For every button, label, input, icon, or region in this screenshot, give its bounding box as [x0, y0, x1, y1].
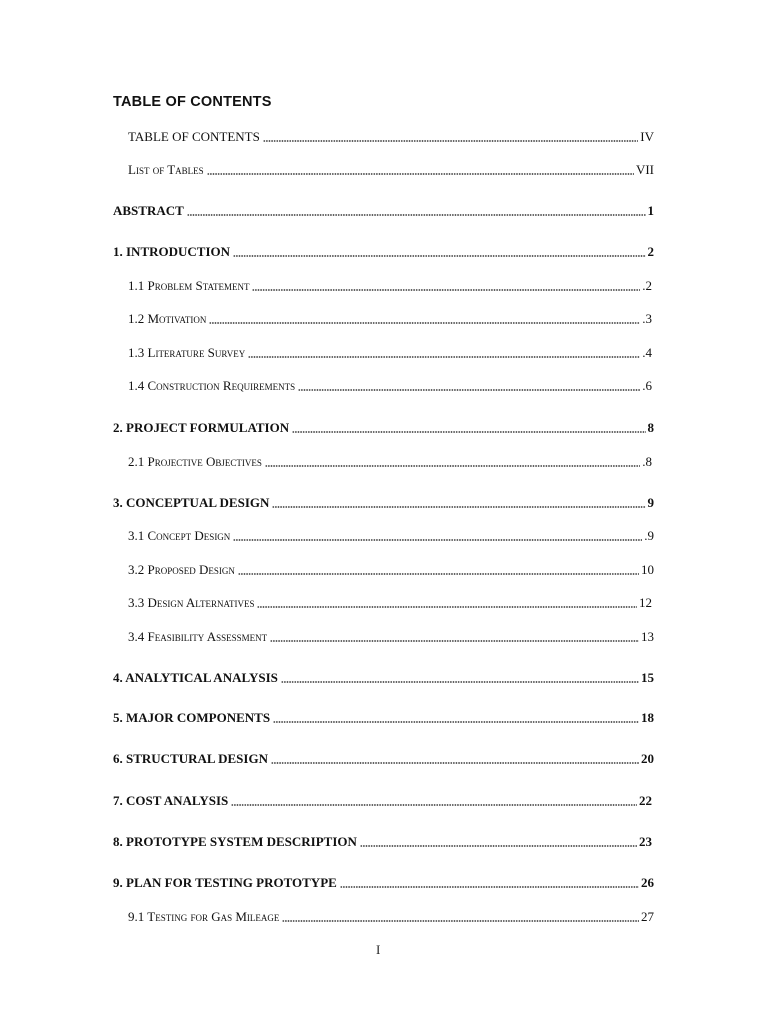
dot-leader — [281, 680, 639, 684]
dot-leader — [273, 720, 639, 724]
toc-entry-page: 27 — [641, 909, 654, 924]
toc-entry-page: .8 — [642, 454, 652, 469]
toc-entry-page: 13 — [641, 629, 654, 644]
dot-leader — [272, 505, 645, 509]
toc-entry[interactable] — [128, 907, 654, 927]
toc-entry-label: 1.1 Problem Statement — [128, 278, 250, 293]
toc-entry[interactable] — [113, 242, 654, 262]
toc-entry-label: 4. ANALYTICAL ANALYSIS — [113, 670, 278, 685]
toc-entry-page: .3 — [642, 311, 652, 326]
toc-entry[interactable] — [113, 668, 654, 688]
toc-entry-label: 1. INTRODUCTION — [113, 244, 231, 259]
dot-leader — [233, 538, 642, 542]
toc-entry-label: 6. STRUCTURAL DESIGN — [113, 751, 268, 766]
toc-entry-label: List of Tables — [128, 162, 204, 177]
toc-entry-label: TABLE OF CONTENTS — [128, 129, 260, 144]
toc-entry-page: .4 — [642, 345, 652, 360]
dot-leader — [340, 885, 639, 889]
toc-entry-page: .9 — [644, 528, 654, 543]
dot-leader — [209, 321, 640, 325]
toc-entry[interactable] — [128, 627, 654, 647]
toc-entry-label: 2.1 Projective Objectives — [128, 454, 262, 469]
toc-entry-page: 20 — [641, 751, 654, 766]
toc-entry[interactable] — [128, 376, 652, 396]
toc-entry-page: 18 — [641, 710, 654, 725]
dot-leader — [257, 605, 637, 609]
toc-entry[interactable] — [128, 160, 654, 180]
toc-entry[interactable] — [128, 526, 654, 546]
toc-entry-label: 3.4 Feasibility Assessment — [128, 629, 268, 644]
toc-entry[interactable] — [128, 276, 652, 296]
toc-entry-page: IV — [640, 129, 654, 144]
toc-entry[interactable] — [113, 749, 654, 769]
dot-leader — [271, 761, 639, 765]
toc-entry-page: .6 — [642, 378, 652, 393]
toc-entry[interactable] — [113, 493, 654, 513]
toc-entry-label: 1.2 Motivation — [128, 311, 207, 326]
toc-entry[interactable] — [128, 127, 654, 147]
toc-entry-label: 1.3 Literature Survey — [128, 345, 246, 360]
toc-entry-page: 22 — [639, 793, 652, 808]
toc-entry-page: 26 — [641, 875, 654, 890]
dot-leader — [233, 254, 645, 258]
toc-entry[interactable] — [128, 309, 652, 329]
toc-entry-label: 2. PROJECT FORMULATION — [113, 420, 290, 435]
toc-entry[interactable] — [113, 201, 654, 221]
toc-entry-label: 7. COST ANALYSIS — [113, 793, 229, 808]
toc-entry[interactable] — [113, 832, 652, 852]
dot-leader — [282, 919, 639, 923]
toc-entry-page: VII — [635, 162, 654, 177]
page-number: I — [376, 942, 381, 957]
dot-leader — [238, 572, 639, 576]
dot-leader — [292, 430, 645, 434]
dot-leader — [187, 213, 646, 217]
toc-title: TABLE OF CONTENTS — [113, 94, 272, 110]
toc-entry-page: 23 — [639, 834, 652, 849]
toc-entry-label: 3.2 Proposed Design — [128, 562, 235, 577]
toc-entry-page: 9 — [647, 495, 654, 510]
toc-entry-label: ABSTRACT — [113, 203, 184, 218]
toc-entry[interactable] — [113, 791, 652, 811]
dot-leader — [360, 844, 637, 848]
toc-entry-page: 8 — [647, 420, 654, 435]
toc-entry[interactable] — [113, 418, 654, 438]
toc-entry-label: 1.4 Construction Requirements — [128, 378, 296, 393]
dot-leader — [248, 355, 640, 359]
toc-entry[interactable] — [113, 708, 654, 728]
toc-entry-page: .2 — [642, 278, 652, 293]
toc-entry-label: 8. PROTOTYPE SYSTEM DESCRIPTION — [113, 834, 357, 849]
toc-entry-label: 5. MAJOR COMPONENTS — [113, 710, 271, 725]
toc-entry[interactable] — [128, 593, 652, 613]
dot-leader — [231, 803, 637, 807]
dot-leader — [263, 139, 638, 143]
dot-leader — [207, 172, 634, 176]
toc-entry-label: 3.1 Concept Design — [128, 528, 231, 543]
toc-entry[interactable] — [128, 452, 652, 472]
dot-leader — [298, 388, 640, 392]
dot-leader — [252, 288, 640, 292]
toc-entry-page: 10 — [641, 562, 654, 577]
toc-entry-label: 9.1 Testing for Gas Mileage — [128, 909, 280, 924]
toc-entry-page: 2 — [647, 244, 654, 259]
toc-entry-page: 1 — [647, 203, 654, 218]
toc-entry[interactable] — [128, 560, 654, 580]
toc-entry[interactable] — [113, 873, 654, 893]
dot-leader — [265, 464, 640, 468]
toc-entry-page: 12 — [639, 595, 652, 610]
toc-entry-label: 3. CONCEPTUAL DESIGN — [113, 495, 270, 510]
toc-entry[interactable] — [128, 343, 652, 363]
dot-leader — [270, 639, 639, 643]
toc-entry-page: 15 — [641, 670, 654, 685]
toc-entry-label: 9. PLAN FOR TESTING PROTOTYPE — [113, 875, 337, 890]
toc-entry-label: 3.3 Design Alternatives — [128, 595, 255, 610]
